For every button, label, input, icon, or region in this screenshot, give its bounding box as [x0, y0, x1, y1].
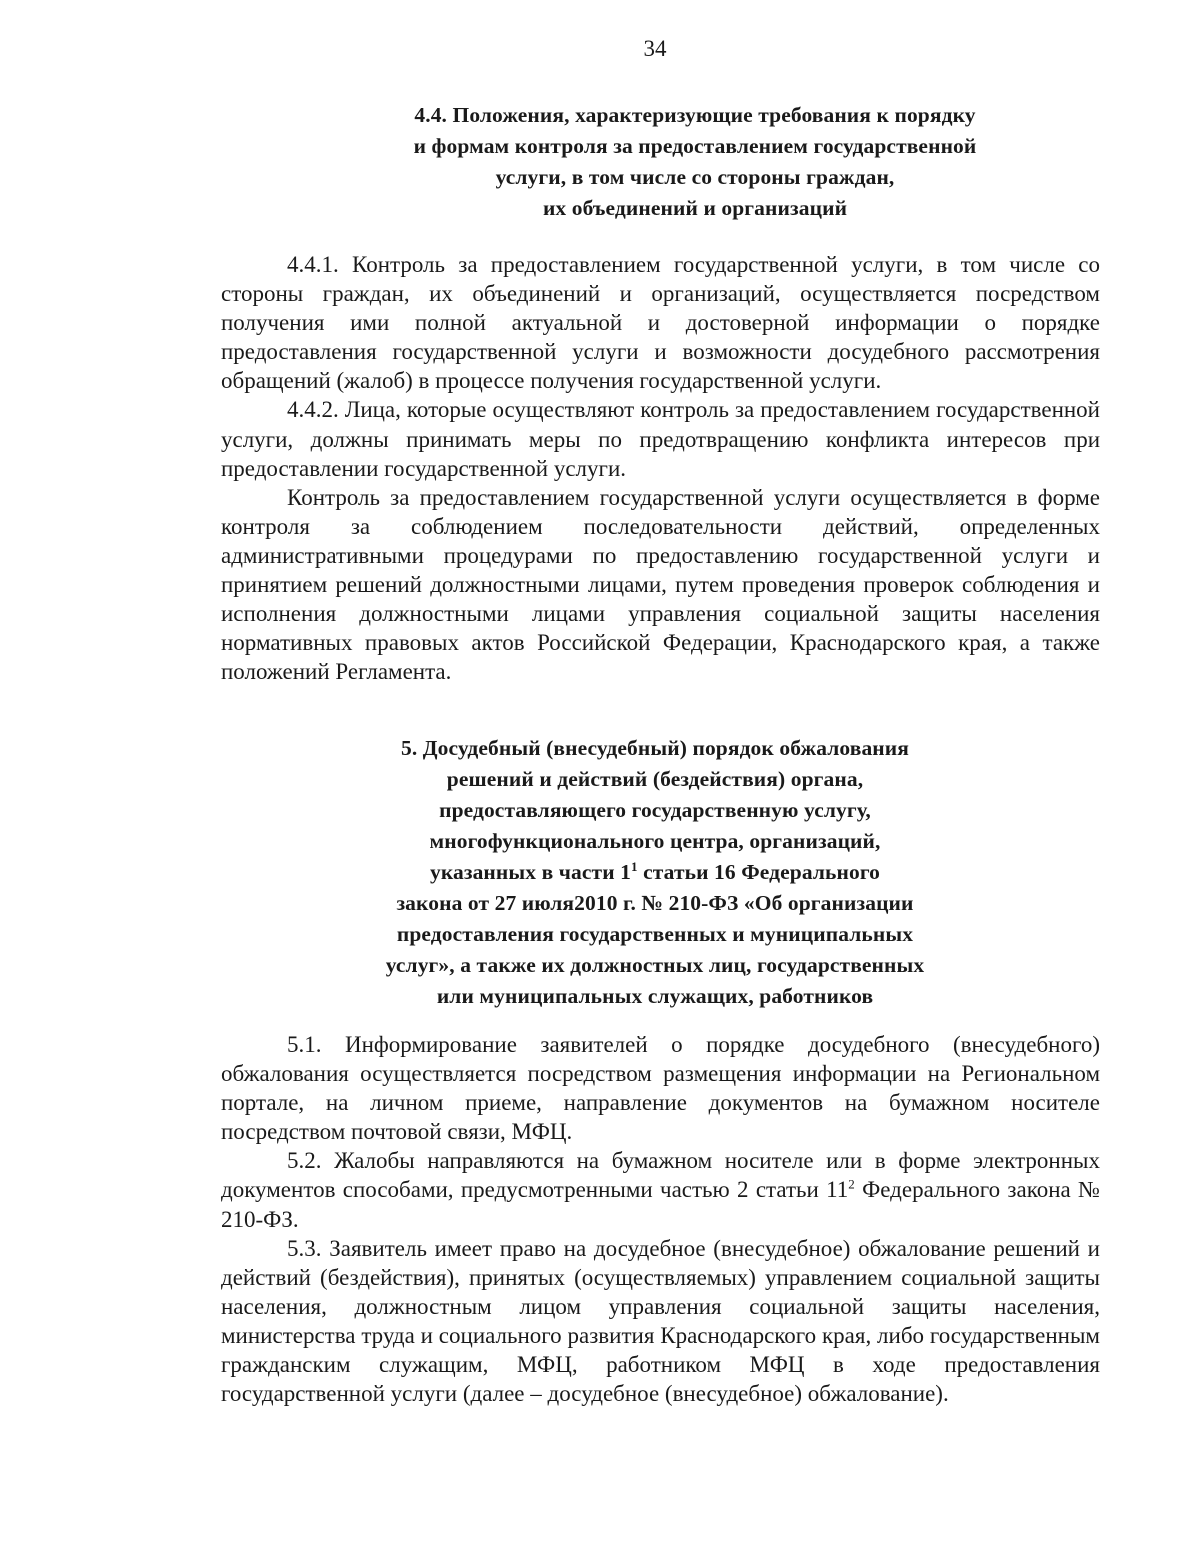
- paragraph-5-1: 5.1. Информирование заявителей о порядке досудебного (внесудебного) обжалования осуществляется посредством размещения информации на Региональном портале, на личном приеме, направление документов на бумажном носителе посредством почтовой связи, МФЦ.: [221, 1032, 1100, 1145]
- paragraph-5-2: [221, 1146, 1100, 1233]
- heading-line: услуги, в том числе со стороны граждан,: [495, 165, 895, 189]
- paragraph-text: Федерального закона № 210-ФЗ.: [221, 1177, 1100, 1232]
- heading-line: 4.4. Положения, характеризующие требования к порядку: [414, 103, 976, 127]
- heading-line: услуг», а также их должностных лиц, государственных: [385, 953, 925, 977]
- paragraph-text: 5.2. Жалобы направляются на бумажном носителе или в форме электронных документов способами, предусмотренными частью 2 статьи 11: [221, 1148, 1100, 1203]
- heading-line: предоставляющего государственную услугу,: [439, 798, 871, 822]
- heading-line: или муниципальных служащих, работников: [436, 984, 874, 1008]
- heading-line: решений и действий (бездействия) органа,: [446, 767, 864, 791]
- heading-line: 5. Досудебный (внесудебный) порядок обжалования: [400, 736, 910, 760]
- section-5-body: [221, 1030, 1100, 1408]
- superscript: 1: [631, 858, 638, 874]
- heading-line: [260, 857, 1050, 888]
- heading-line-text: статьи 16 Федерального: [637, 860, 881, 884]
- heading-line: их объединений и организаций: [542, 196, 848, 220]
- paragraph-control: Контроль за предоставлением государственной услуги осуществляется в форме контроля за соблюдением последовательности действий, определенных административными процедурами по предоставлению государственной услуги и принятием решений должностными лицами, путем проведения проверок соблюдения и исполнения должностными лицами управления социальной защиты населения нормативных правовых актов Российской Федерации, Краснодарского края, а также положений Регламента.: [221, 484, 1100, 685]
- heading-line: предоставления государственных и муниципальных: [396, 922, 914, 946]
- paragraph-4-4-2: 4.4.2. Лица, которые осуществляют контроль за предоставлением государственной услуги, должны принимать меры по предотвращению конфликта интересов при предоставлении государственной услуги.: [221, 397, 1100, 481]
- paragraph-5-3: 5.3. Заявитель имеет право на досудебное (внесудебное) обжалование решений и действий (бездействия), принятых (осуществляемых) управлением социальной защиты населения, должностным лицом управления социальной защиты населения, министерства труда и социального развития Краснодарского края, либо государственным гражданским служащим, МФЦ, работником МФЦ в ходе предоставления государственной услуги (далее – досудебное (внесудебное) обжалование).: [221, 1235, 1100, 1407]
- heading-line: многофункционального центра, организаций,: [429, 829, 881, 853]
- heading-line: и формам контроля за предоставлением государственной: [413, 134, 977, 158]
- section-4-4-heading: [300, 100, 1090, 224]
- heading-line: закона от 27 июля2010 г. № 210-ФЗ «Об организации: [396, 891, 914, 915]
- superscript: 2: [848, 1176, 855, 1192]
- section-4-4-body: [221, 250, 1100, 686]
- section-5-heading: [260, 733, 1050, 1012]
- page-number: 34: [643, 36, 667, 61]
- paragraph-4-4-1: 4.4.1. Контроль за предоставлением государственной услуги, в том числе со стороны граждан, их объединений и организаций, осуществляется посредством получения ими полной актуальной и достоверной информации о порядке предоставления государственной услуги и возможности досудебного рассмотрения обращений (жалоб) в процессе получения государственной услуги.: [221, 252, 1100, 394]
- heading-line-text: указанных в части 1: [429, 860, 632, 884]
